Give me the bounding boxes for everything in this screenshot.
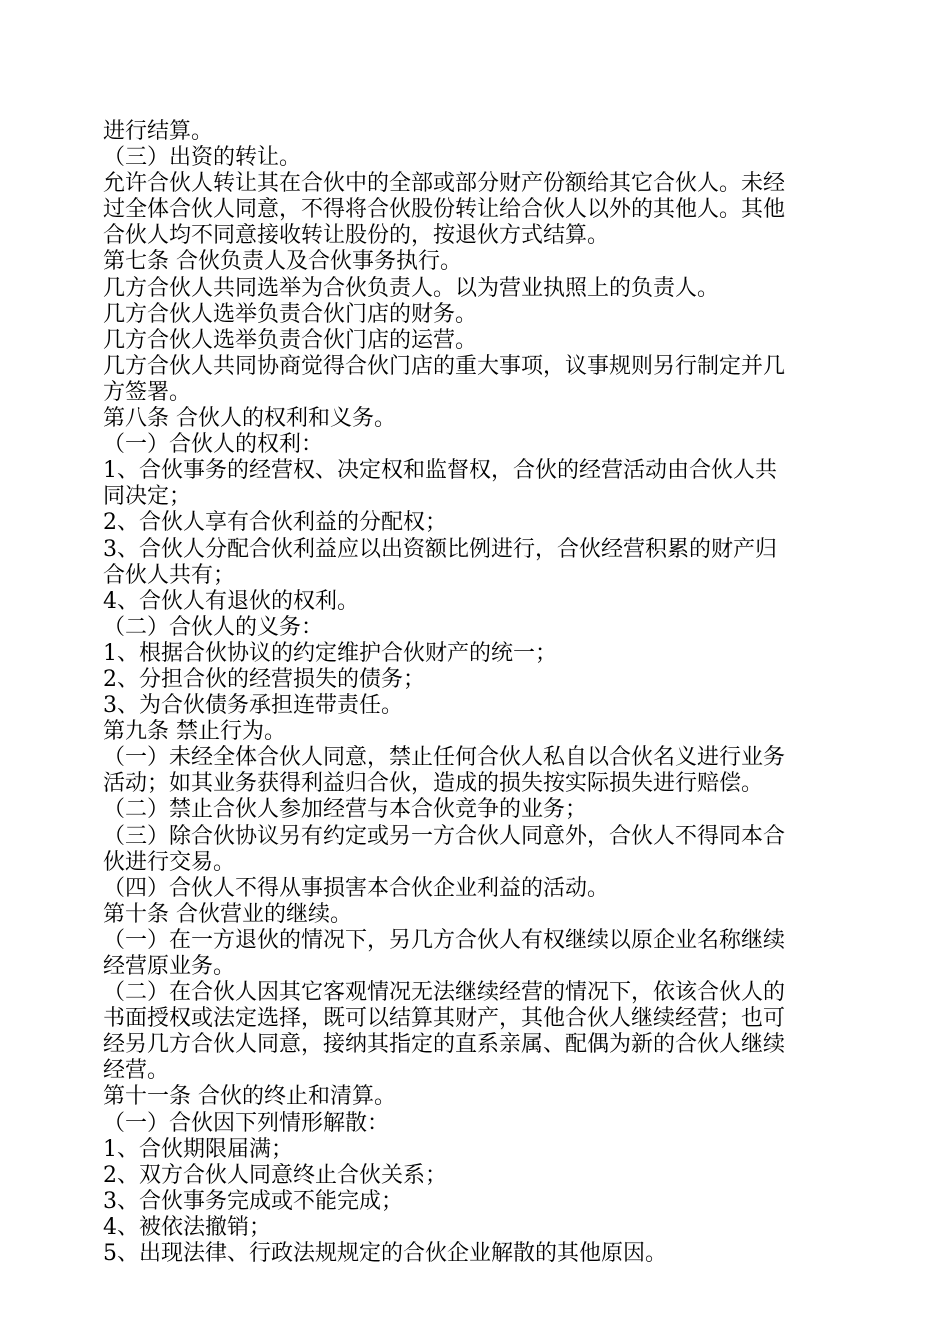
section-item: （一）未经全体合伙人同意，禁止任何合伙人私自以合伙名义进行业务 — [103, 745, 786, 771]
section-item: （三）除合伙协议另有约定或另一方合伙人同意外，合伙人不得同本合 — [103, 823, 786, 849]
text-line: 书面授权或法定选择，既可以结算其财产，其他合伙人继续经营；也可 — [103, 1006, 786, 1032]
text-line: 几方合伙人选举负责合伙门店的财务。 — [103, 301, 478, 327]
list-item: 5、出现法律、行政法规规定的合伙企业解散的其他原因。 — [103, 1241, 667, 1267]
article-heading: 第十一条 合伙的终止和清算。 — [103, 1084, 396, 1110]
section-item: （四）合伙人不得从事损害本合伙企业利益的活动。 — [103, 875, 610, 901]
text-line: 合伙人均不同意接收转让股份的，按退伙方式结算。 — [103, 223, 610, 249]
section-heading: （二）合伙人的义务： — [103, 614, 324, 640]
article-heading: 第七条 合伙负责人及合伙事务执行。 — [103, 249, 462, 275]
text-line: 过全体合伙人同意，不得将合伙股份转让给合伙人以外的其他人。其他 — [103, 197, 786, 223]
text-line: 伙进行交易。 — [103, 849, 236, 875]
list-item: 4、被依法撤销； — [103, 1214, 271, 1240]
text-line: 几方合伙人共同协商觉得合伙门店的重大事项，议事规则另行制定并几 — [103, 353, 786, 379]
section-item: （一）在一方退伙的情况下，另几方合伙人有权继续以原企业名称继续 — [103, 927, 786, 953]
list-item: 2、分担合伙的经营损失的债务； — [103, 666, 425, 692]
text-line: 方签署。 — [103, 379, 192, 405]
document-page — [103, 119, 853, 1267]
list-item: 1、合伙事务的经营权、决定权和监督权，合伙的经营活动由合伙人共 — [103, 458, 777, 484]
text-line: 活动；如其业务获得利益归合伙，造成的损失按实际损失进行赔偿。 — [103, 771, 764, 797]
list-item: 4、合伙人有退伙的权利。 — [103, 588, 359, 614]
text-line: 几方合伙人共同选举为合伙负责人。以为营业执照上的负责人。 — [103, 275, 720, 301]
list-item: 3、合伙人分配合伙利益应以出资额比例进行，合伙经营积累的财产归 — [103, 536, 777, 562]
text-line: 经营。 — [103, 1058, 170, 1084]
text-line: 经营原业务。 — [103, 954, 236, 979]
article-heading: 第九条 禁止行为。 — [103, 719, 286, 745]
text-line: 进行结算。 — [103, 119, 214, 144]
text-line: 经另几方合伙人同意，接纳其指定的直系亲属、配偶为新的合伙人继续 — [103, 1032, 786, 1058]
section-heading: （一）合伙因下列情形解散： — [103, 1110, 390, 1136]
section-item: （二）在合伙人因其它客观情况无法继续经营的情况下，依该合伙人的 — [103, 980, 786, 1006]
section-heading: （一）合伙人的权利： — [103, 432, 324, 458]
list-item: 1、根据合伙协议的约定维护合伙财产的统一； — [103, 640, 557, 666]
text-line: 同决定； — [103, 484, 192, 510]
list-item: 3、为合伙债务承担连带责任。 — [103, 693, 403, 719]
list-item: 2、合伙人享有合伙利益的分配权； — [103, 510, 447, 536]
article-heading: 第八条 合伙人的权利和义务。 — [103, 406, 396, 432]
text-line: 几方合伙人选举负责合伙门店的运营。 — [103, 327, 478, 353]
section-item: （二）禁止合伙人参加经营与本合伙竞争的业务； — [103, 797, 588, 823]
list-item: 1、合伙期限届满； — [103, 1136, 293, 1162]
list-item: 3、合伙事务完成或不能完成； — [103, 1188, 403, 1214]
article-heading: 第十条 合伙营业的继续。 — [103, 901, 352, 927]
text-line: 合伙人共有； — [103, 562, 236, 588]
list-item: 2、双方合伙人同意终止合伙关系； — [103, 1162, 447, 1188]
text-line: 允许合伙人转让其在合伙中的全部或部分财产份额给其它合伙人。未经 — [103, 171, 786, 197]
section-heading: （三）出资的转让。 — [103, 145, 302, 171]
